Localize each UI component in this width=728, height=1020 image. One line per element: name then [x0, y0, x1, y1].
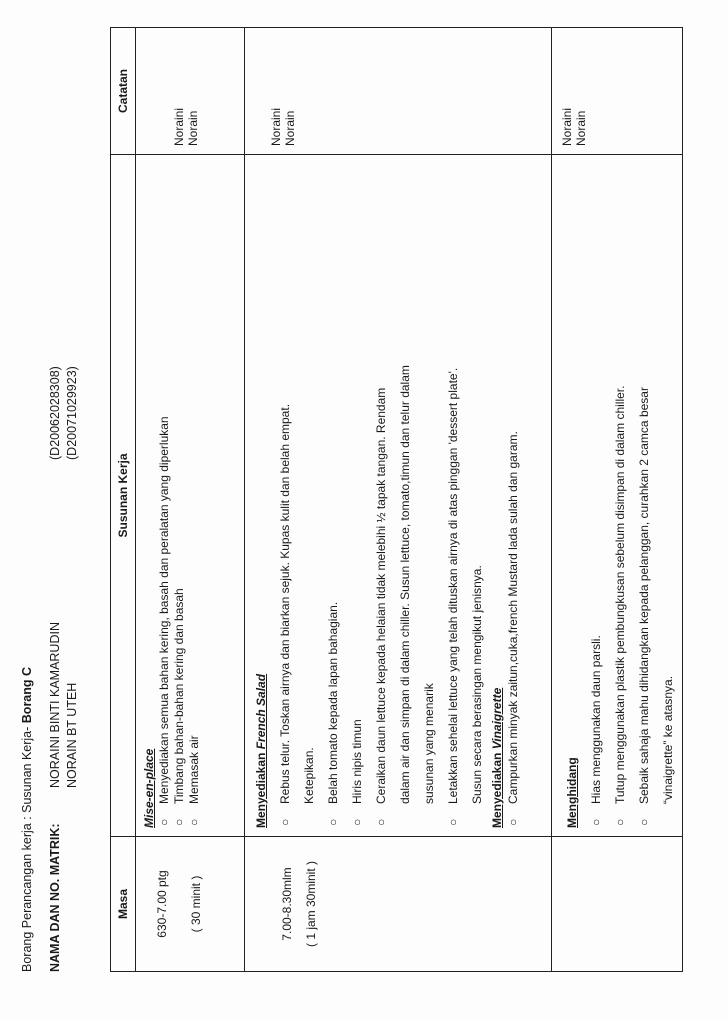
list-item: ○ Hiris nipis timun	[345, 163, 369, 828]
column-header-masa: Masa	[111, 837, 136, 972]
note-name: Norain	[283, 110, 297, 146]
form-code: Borang C	[20, 666, 34, 724]
form-title: Borang Perancangan kerja : Susunan Kerja- Borang C	[20, 666, 34, 972]
catatan-cell	[552, 28, 683, 155]
susunan-kerja-cell	[136, 155, 245, 837]
list-item: Susun secara berasingan mengikut jenisnya.	[470, 565, 484, 804]
task-list	[157, 163, 202, 828]
bullet-icon: ○	[187, 818, 201, 826]
work-plan-table	[110, 27, 683, 972]
list-item: ○ Menyediakan semua bahan kering, basah dan peralatan yang diperlukan	[157, 416, 171, 826]
bullet-icon: ○	[613, 818, 627, 826]
column-header-catatan: Catatan	[111, 28, 136, 155]
student-name-2: NORAIN BT UTEH	[65, 682, 79, 788]
task-list	[273, 163, 489, 828]
bullet-icon: ○	[589, 818, 603, 826]
list-item: ○ Ceraikan daun lettuce kepada helaian tidak melebihi ½ tapak tangan. Rendam	[369, 163, 393, 828]
list-item: susunan yang menarik	[422, 683, 436, 804]
table-row	[245, 28, 552, 972]
bullet-icon: ○	[172, 818, 186, 826]
catatan-cell	[136, 28, 245, 155]
bullet-icon: ○	[506, 818, 520, 826]
catatan-cell	[245, 28, 552, 155]
list-item: ○ Belah tomato kepada lapan bahagian.	[321, 163, 345, 828]
list-item: ○ Rebus telur. Toskan airnya dan biarkan sejuk. Kupas kulit dan belah empat.	[273, 163, 297, 828]
masa-time: 630-7.00 ptg	[155, 870, 169, 938]
masa-cell	[136, 837, 245, 972]
bullet-icon: ○	[278, 818, 292, 826]
note-name: Noraini	[269, 107, 283, 146]
name-label: NAMA DAN NO. MATRIK:	[48, 823, 62, 972]
note-name: Noraini	[172, 107, 186, 146]
bullet-icon: ○	[374, 818, 388, 826]
list-item: ○ Campurkan minyak zaitun,cuka,french Mustard lada sulah dan garam.	[506, 431, 520, 826]
bullet-icon: ○	[446, 818, 460, 826]
masa-time: 7.00-8.30mlm	[280, 867, 294, 941]
list-item: ○ Sebaik sahaja mahu dihidangkan kepada pelanggan, curahkan 2 camca besar	[632, 163, 656, 828]
list-item: dalam air dan simpan di dalam chiller. Susun lettuce, tomato,timun dan telur dalam	[398, 365, 412, 804]
section-title: Mise-en-place	[142, 748, 156, 828]
note-name: Noraini	[560, 107, 574, 146]
column-header-susunan-kerja: Susunan Kerja	[111, 155, 136, 837]
task-list	[584, 163, 680, 828]
matric-number-2: (D20071029923)	[65, 366, 79, 460]
susunan-kerja-cell	[552, 155, 683, 837]
list-item: ○ Letakkan sehelai lettuce yang telah dituskan airnya di atas pinggan 'dessert plate'.	[441, 163, 465, 828]
masa-duration: ( 30 minit )	[189, 875, 203, 933]
section-title: Menyediakan French Salad	[254, 673, 268, 828]
table-row	[552, 28, 683, 972]
list-item: ○ Memasak air	[187, 735, 201, 826]
susunan-kerja-cell	[245, 155, 552, 837]
table-header-row	[111, 28, 136, 972]
student-name-1: NORAINI BINTI KAMARUDIN	[48, 622, 62, 788]
masa-duration: ( 1 jam 30minit )	[304, 860, 318, 948]
bullet-icon: ○	[157, 818, 171, 826]
list-item: Ketepikan.	[302, 747, 316, 804]
bullet-icon: ○	[637, 818, 651, 826]
bullet-icon: ○	[326, 818, 340, 826]
note-name: Norain	[186, 110, 200, 146]
list-item: ○ Hias menggunakan daun parsli.	[584, 163, 608, 828]
list-item: ○ Tutup menggunakan plastik pembungkusan sebelum disimpan di dalam chiller.	[608, 163, 632, 828]
bullet-icon: ○	[350, 818, 364, 826]
note-name: Norain	[574, 110, 588, 146]
masa-cell	[245, 837, 552, 972]
table-row	[136, 28, 245, 972]
masa-cell	[552, 837, 683, 972]
list-item: “vinaigrette” ke atasnya.	[661, 675, 675, 804]
section-title: Menghidang	[565, 757, 579, 828]
section-title: Menyediakan Vinaigrette	[490, 687, 504, 828]
list-item: ○ Timbang bahan-bahan kering dan basah	[172, 588, 186, 826]
matric-number-1: (D20062028308)	[48, 366, 62, 460]
task-list	[505, 163, 521, 828]
